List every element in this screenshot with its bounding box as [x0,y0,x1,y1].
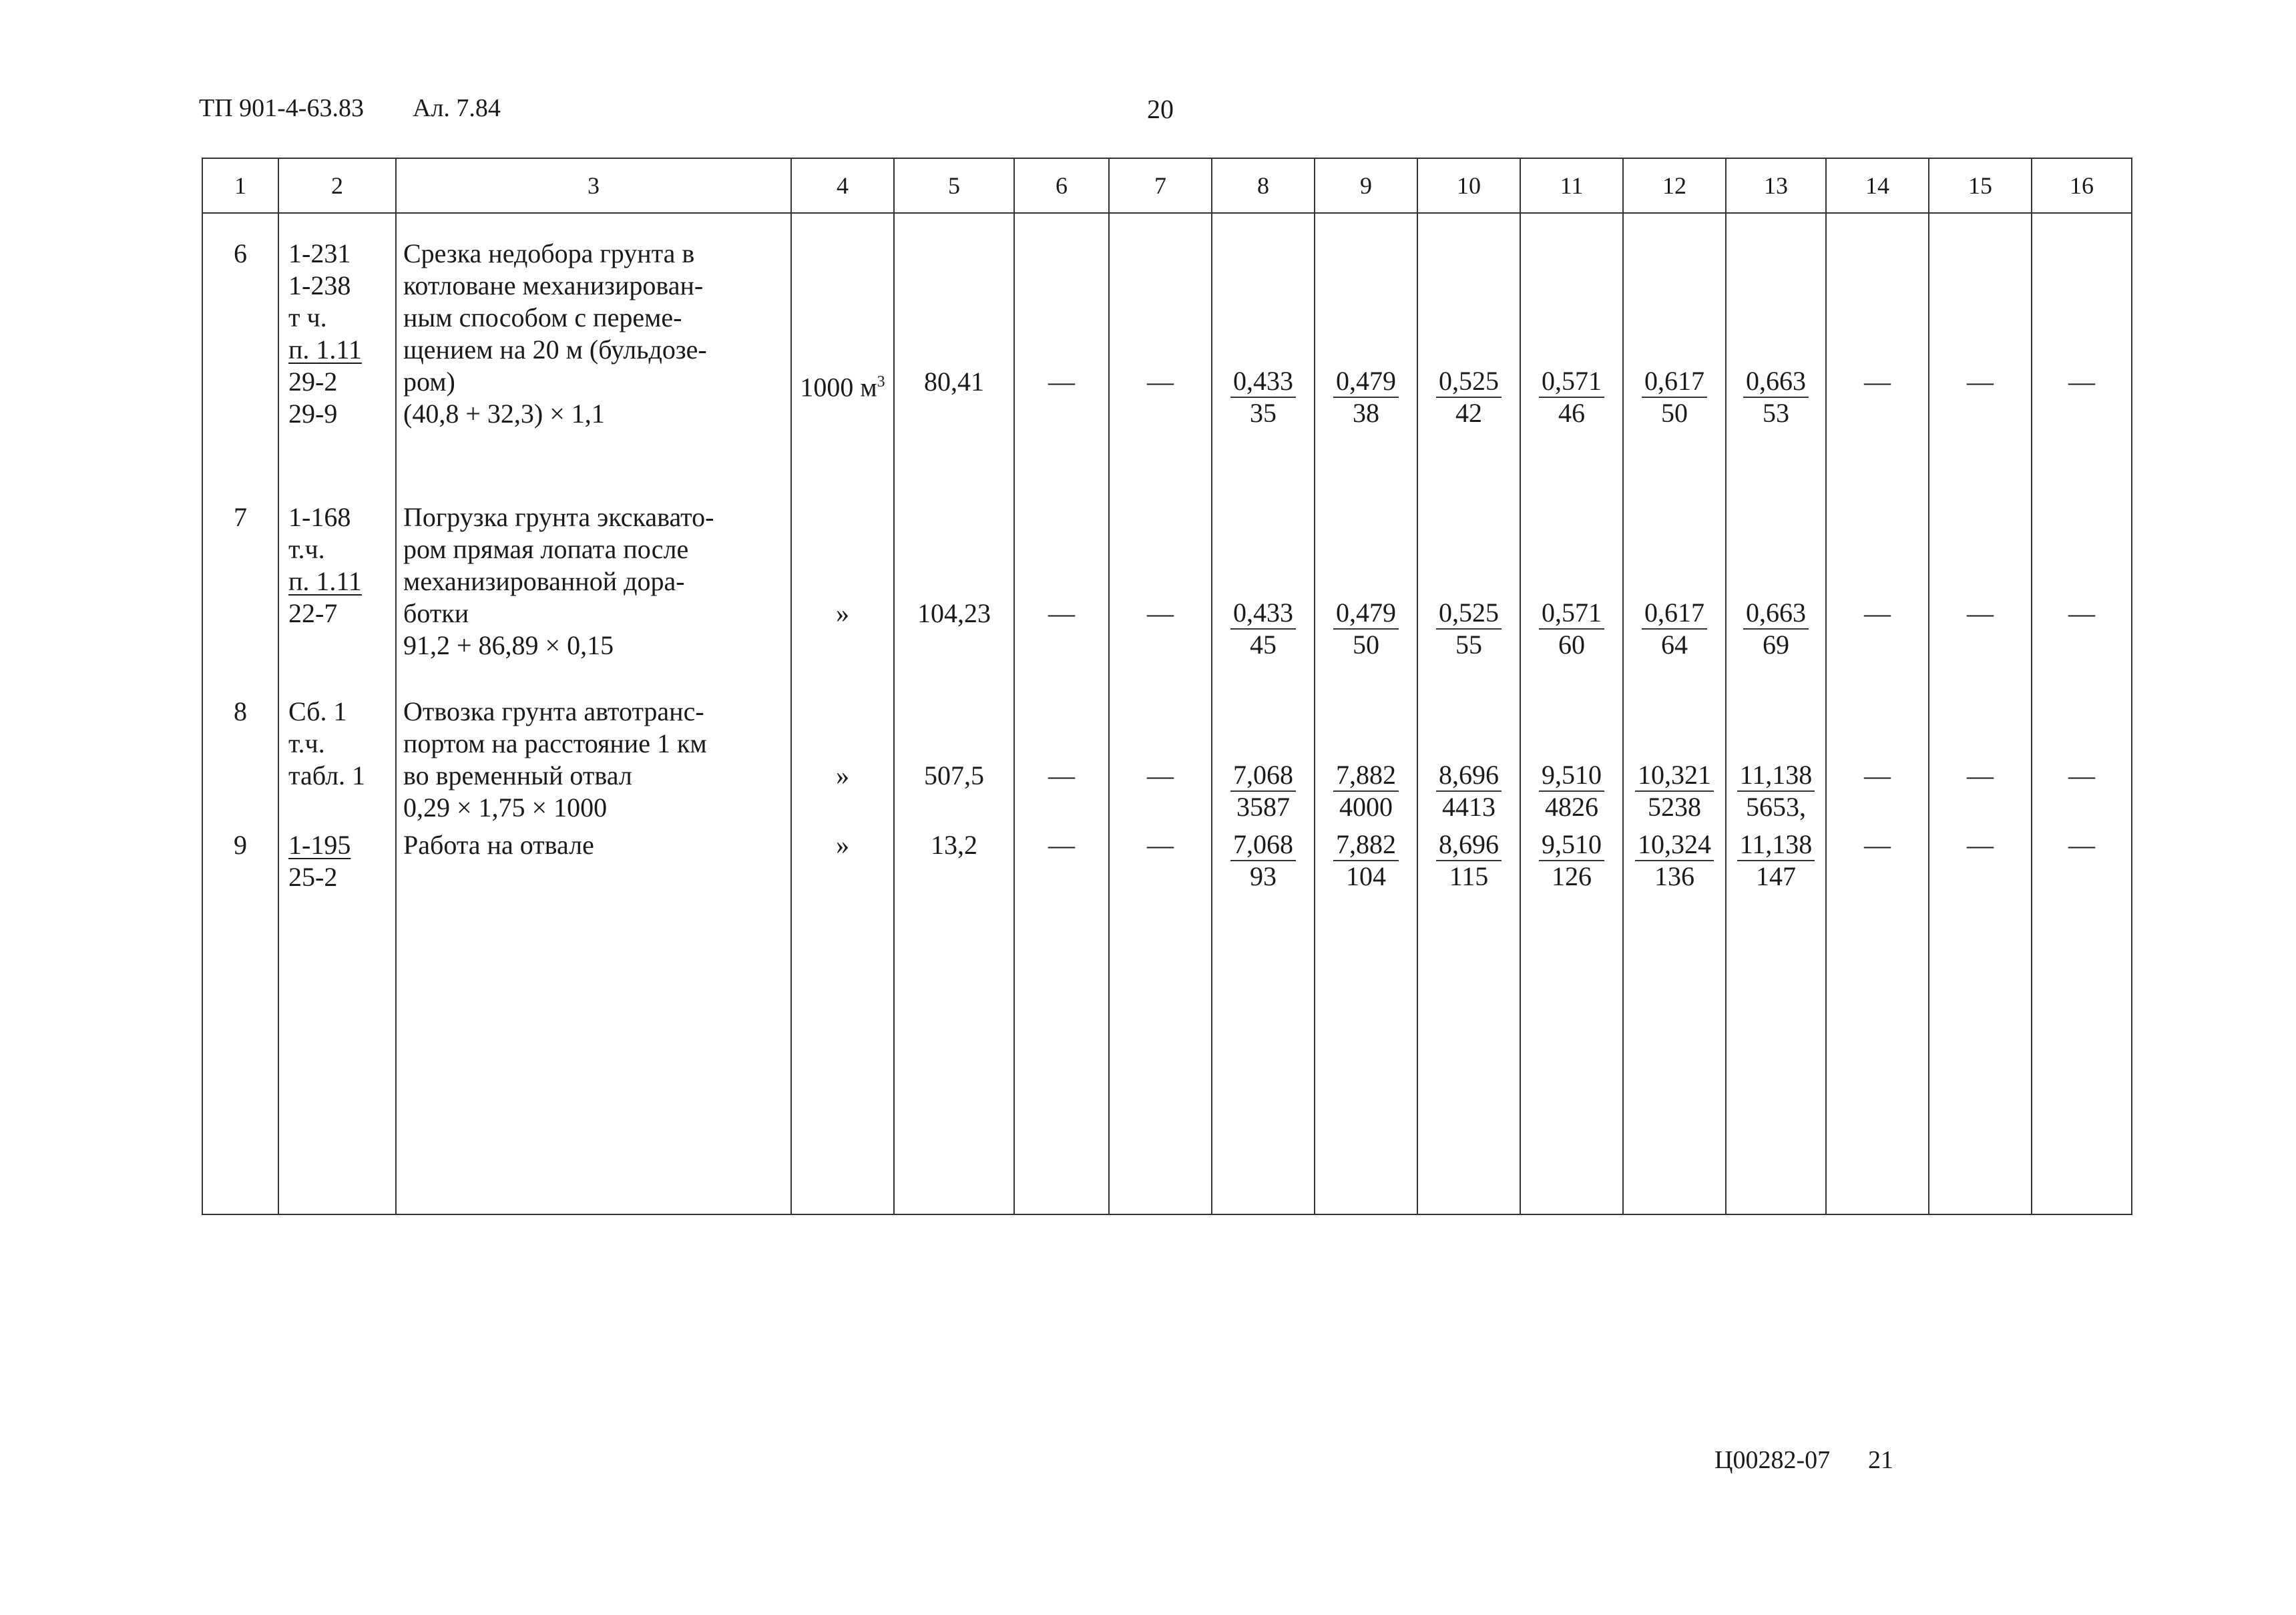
reference-line: Сб. 1 [288,696,347,726]
fraction-denominator: 64 [1661,630,1688,660]
fraction [1743,598,1809,660]
fraction-cell-col-9 [1315,692,1417,827]
fraction-cell-col-9 [1315,488,1417,692]
fraction-numerator: 0,571 [1539,598,1604,630]
fraction-cell-col-12 [1623,827,1726,1214]
fraction-numerator: 9,510 [1539,829,1604,861]
fraction-cell-col-11 [1520,692,1623,827]
fraction [1333,366,1399,429]
reference-line: п. 1.11 [288,566,362,596]
fraction [1539,598,1604,660]
description-line: щением на 20 м (бульдозе- [403,334,707,365]
fraction [1737,829,1815,892]
fraction [1230,760,1296,823]
fraction-cell-col-10 [1417,692,1520,827]
fraction-denominator: 38 [1353,398,1379,428]
reference-line: т ч. [288,302,327,332]
fraction-numerator: 0,617 [1642,598,1707,630]
unit-cell [791,692,894,827]
column-16-dash: — [2032,213,2132,488]
work-description [396,488,791,692]
table-row [202,213,2132,488]
fraction-numerator: 0,663 [1743,598,1809,630]
fraction [1642,598,1707,660]
column-number-14: 14 [1826,158,1929,213]
fraction-cell-col-13 [1726,213,1826,488]
column-number-9: 9 [1315,158,1417,213]
reference-line: п. 1.11 [288,334,362,365]
fraction-denominator: 104 [1346,861,1386,891]
fraction-denominator: 115 [1449,861,1489,891]
description-line: котловане механизирован- [403,270,704,300]
description-line: во временный отвал [403,760,632,790]
sheet-number: 21 [1868,1446,1893,1474]
description-line: ром) [403,367,455,397]
reference-line: 1-231 [288,238,351,268]
quantity-cell: 13,2 [894,827,1014,1214]
fraction-numerator: 0,479 [1333,366,1399,398]
document-code: ТП 901-4-63.83 [199,94,364,122]
fraction-cell-col-10 [1417,827,1520,1214]
fraction-numerator: 0,525 [1436,366,1502,398]
unit-text: 1000 м [800,372,877,403]
column-number-15: 15 [1929,158,2032,213]
reference-line: 29-9 [288,399,338,429]
column-number-2: 2 [278,158,396,213]
work-description [396,692,791,827]
fraction-numerator: 7,882 [1333,829,1399,861]
unit-text: » [836,598,849,628]
fraction-denominator: 45 [1250,630,1277,660]
fraction-cell-col-8 [1212,488,1315,692]
reference-cell [278,213,396,488]
column-16-dash: — [2032,827,2132,1214]
fraction [1743,366,1809,429]
fraction-cell-col-8 [1212,692,1315,827]
column-15-dash: — [1929,827,2032,1214]
fraction-denominator: 93 [1250,861,1277,891]
fraction-cell-col-10 [1417,488,1520,692]
fraction [1539,829,1604,892]
column-number-11: 11 [1520,158,1623,213]
fraction-denominator: 4000 [1339,792,1393,822]
fraction-cell-col-8 [1212,213,1315,488]
fraction [1230,366,1296,429]
unit-cell [791,827,894,1214]
fraction [1436,366,1502,429]
reference-line: 1-195 [288,830,351,860]
fraction [1333,598,1399,660]
fraction [1436,760,1502,823]
reference-cell [278,827,396,1214]
column-14-dash: — [1826,692,1929,827]
column-7-dash: — [1109,692,1212,827]
fraction-cell-col-9 [1315,213,1417,488]
reference-line: 1-168 [288,502,351,532]
fraction [1539,366,1604,429]
table-row [202,827,2132,1214]
column-number-13: 13 [1726,158,1826,213]
fraction-denominator: 50 [1661,398,1688,428]
unit-cell [791,488,894,692]
reference-line: табл. 1 [288,760,366,790]
fraction-numerator: 11,138 [1737,760,1815,792]
description-line: ботки [403,598,469,628]
fraction-numerator: 7,882 [1333,760,1399,792]
album-number: Ал. 7.84 [413,94,501,122]
fraction-denominator: 4826 [1545,792,1598,822]
reference-line: 22-7 [288,598,338,628]
column-number-16: 16 [2032,158,2132,213]
fraction-cell-col-10 [1417,213,1520,488]
column-15-dash: — [1929,488,2032,692]
fraction-denominator: 126 [1552,861,1592,891]
fraction-numerator: 8,696 [1436,760,1502,792]
fraction-cell-col-12 [1623,692,1726,827]
work-description [396,213,791,488]
reference-line: т.ч. [288,534,325,564]
fraction-numerator: 0,525 [1436,598,1502,630]
column-number-row [202,158,2132,213]
fraction [1635,829,1714,892]
unit-text: » [836,830,849,860]
description-line: ным способом с переме- [403,302,682,332]
fraction [1539,760,1604,823]
document-stamp: Ц00282-07 [1714,1446,1831,1474]
reference-line: 29-2 [288,367,338,397]
fraction-cell-col-11 [1520,488,1623,692]
column-number-3: 3 [396,158,791,213]
fraction-numerator: 0,571 [1539,366,1604,398]
fraction-denominator: 42 [1455,398,1482,428]
fraction [1737,760,1815,823]
description-line: Работа на отвале [403,830,594,860]
fraction-numerator: 7,068 [1230,829,1296,861]
description-line: ром прямая лопата после [403,534,689,564]
fraction-denominator: 60 [1558,630,1585,660]
description-line: механизированной дора- [403,566,685,596]
table-row [202,488,2132,692]
column-14-dash: — [1826,827,1929,1214]
row-number: 9 [202,827,278,1214]
fraction-numerator: 8,696 [1436,829,1502,861]
column-6-dash: — [1014,488,1109,692]
column-6-dash: — [1014,692,1109,827]
estimate-table [202,158,2132,1215]
fraction [1635,760,1714,823]
fraction-numerator: 10,324 [1635,829,1714,861]
fraction-denominator: 5238 [1648,792,1701,822]
quantity-cell: 104,23 [894,488,1014,692]
fraction-denominator: 35 [1250,398,1277,428]
column-number-10: 10 [1417,158,1520,213]
column-16-dash: — [2032,488,2132,692]
fraction-numerator: 7,068 [1230,760,1296,792]
work-description [396,827,791,1214]
fraction-numerator: 9,510 [1539,760,1604,792]
fraction [1333,829,1399,892]
reference-cell [278,692,396,827]
unit-cell [791,213,894,488]
description-line: Срезка недобора грунта в [403,238,695,268]
fraction-cell-col-12 [1623,213,1726,488]
fraction-denominator: 53 [1763,398,1789,428]
reference-line: 25-2 [288,862,338,892]
column-16-dash: — [2032,692,2132,827]
fraction [1642,366,1707,429]
unit-text: » [836,760,849,790]
column-15-dash: — [1929,692,2032,827]
column-7-dash: — [1109,488,1212,692]
unit-exponent: 3 [877,373,885,391]
fraction-denominator: 69 [1763,630,1789,660]
fraction-denominator: 147 [1755,861,1796,891]
reference-line: т.ч. [288,728,325,758]
column-6-dash: — [1014,213,1109,488]
column-7-dash: — [1109,213,1212,488]
fraction-cell-col-12 [1623,488,1726,692]
description-line: Отвозка грунта автотранс- [403,696,704,726]
column-number-6: 6 [1014,158,1109,213]
fraction-numerator: 0,433 [1230,366,1296,398]
fraction [1436,598,1502,660]
reference-cell [278,488,396,692]
fraction-denominator: 46 [1558,398,1585,428]
column-15-dash: — [1929,213,2032,488]
fraction-numerator: 0,479 [1333,598,1399,630]
fraction [1333,760,1399,823]
quantity-cell: 507,5 [894,692,1014,827]
reference-line: 1-238 [288,270,351,300]
column-7-dash: — [1109,827,1212,1214]
fraction-cell-col-11 [1520,827,1623,1214]
fraction-cell-col-11 [1520,213,1623,488]
fraction-denominator: 50 [1353,630,1379,660]
fraction-denominator: 136 [1654,861,1694,891]
fraction-cell-col-13 [1726,827,1826,1214]
fraction-numerator: 0,663 [1743,366,1809,398]
fraction-denominator: 5653, [1745,792,1806,822]
column-number-4: 4 [791,158,894,213]
fraction-cell-col-13 [1726,692,1826,827]
column-number-1: 1 [202,158,278,213]
column-14-dash: — [1826,213,1929,488]
fraction [1230,598,1296,660]
column-number-8: 8 [1212,158,1315,213]
description-line: (40,8 + 32,3) × 1,1 [403,399,605,429]
column-number-5: 5 [894,158,1014,213]
page-number: 20 [1147,94,1174,124]
column-number-7: 7 [1109,158,1212,213]
fraction [1230,829,1296,892]
fraction-denominator: 55 [1455,630,1482,660]
description-line: Погрузка грунта экскавато- [403,502,714,532]
row-number: 7 [202,488,278,692]
fraction-numerator: 0,617 [1642,366,1707,398]
fraction [1436,829,1502,892]
fraction-denominator: 4413 [1442,792,1496,822]
column-6-dash: — [1014,827,1109,1214]
column-number-12: 12 [1623,158,1726,213]
description-line: 0,29 × 1,75 × 1000 [403,792,608,823]
column-14-dash: — [1826,488,1929,692]
table-row [202,692,2132,827]
row-number: 6 [202,213,278,488]
fraction-cell-col-9 [1315,827,1417,1214]
description-line: 91,2 + 86,89 × 0,15 [403,630,614,660]
fraction-numerator: 10,321 [1635,760,1714,792]
fraction-denominator: 3587 [1236,792,1290,822]
fraction-cell-col-8 [1212,827,1315,1214]
description-line: портом на расстояние 1 км [403,728,707,758]
fraction-numerator: 0,433 [1230,598,1296,630]
quantity-cell: 80,41 [894,213,1014,488]
fraction-cell-col-13 [1726,488,1826,692]
fraction-numerator: 11,138 [1737,829,1815,861]
row-number: 8 [202,692,278,827]
